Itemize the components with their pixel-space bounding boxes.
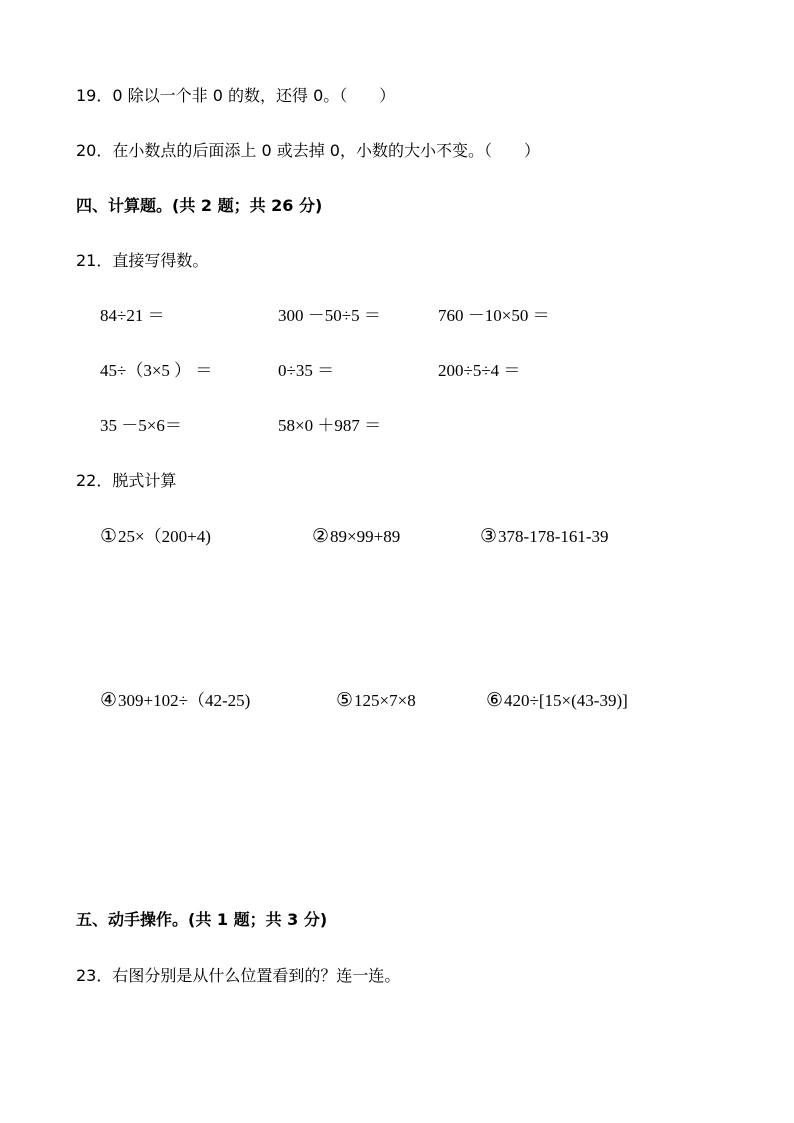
stepwise-expression-4: 309+102÷（42-25) [118, 691, 251, 710]
direct-calc-r1c3: 760 －10×50 ＝ [438, 306, 550, 325]
circled-number-6: ⑥ [486, 689, 504, 711]
stepwise-problem-5 [336, 690, 416, 711]
circled-number-2: ② [312, 525, 330, 547]
direct-calc-r2c3: 200÷5÷4 ＝ [438, 361, 521, 380]
direct-calc-r1c1: 84÷21 ＝ [100, 306, 165, 325]
question-21: 21．直接写得数。 [76, 251, 209, 270]
circled-number-5: ⑤ [336, 689, 354, 711]
direct-calc-r2c2: 0÷35 ＝ [278, 361, 335, 380]
direct-calc-r3c2: 58×0 ＋987 ＝ [278, 416, 382, 435]
question-20: 20．在小数点的后面添上 0 或去掉 0，小数的大小不变。（ ） [76, 141, 540, 160]
stepwise-problem-1 [100, 526, 211, 547]
direct-calc-r3c1: 35 －5×6＝ [100, 416, 182, 435]
question-19: 19．0 除以一个非 0 的数，还得 0。（ ） [76, 86, 396, 105]
circled-number-3: ③ [480, 525, 498, 547]
stepwise-expression-2: 89×99+89 [330, 527, 401, 546]
stepwise-problem-3 [480, 526, 609, 547]
stepwise-problem-6 [486, 690, 628, 711]
section-4-heading: 四、计算题。(共 2 题；共 26 分) [76, 196, 323, 215]
question-22: 22．脱式计算 [76, 471, 177, 490]
direct-calc-r1c2: 300 －50÷5 ＝ [278, 306, 381, 325]
stepwise-problem-4 [100, 690, 250, 711]
section-5-heading: 五、动手操作。(共 1 题；共 3 分) [76, 910, 328, 929]
question-23: 23．右图分别是从什么位置看到的？连一连。 [76, 966, 401, 985]
stepwise-expression-1: 25×（200+4) [118, 527, 211, 546]
stepwise-problem-2 [312, 526, 400, 547]
stepwise-expression-6: 420÷[15×(43-39)] [504, 691, 628, 710]
stepwise-expression-5: 125×7×8 [354, 691, 416, 710]
circled-number-4: ④ [100, 689, 118, 711]
stepwise-expression-3: 378-178-161-39 [498, 527, 609, 546]
direct-calc-r2c1: 45÷（3×5 ） ＝ [100, 361, 213, 380]
circled-number-1: ① [100, 525, 118, 547]
